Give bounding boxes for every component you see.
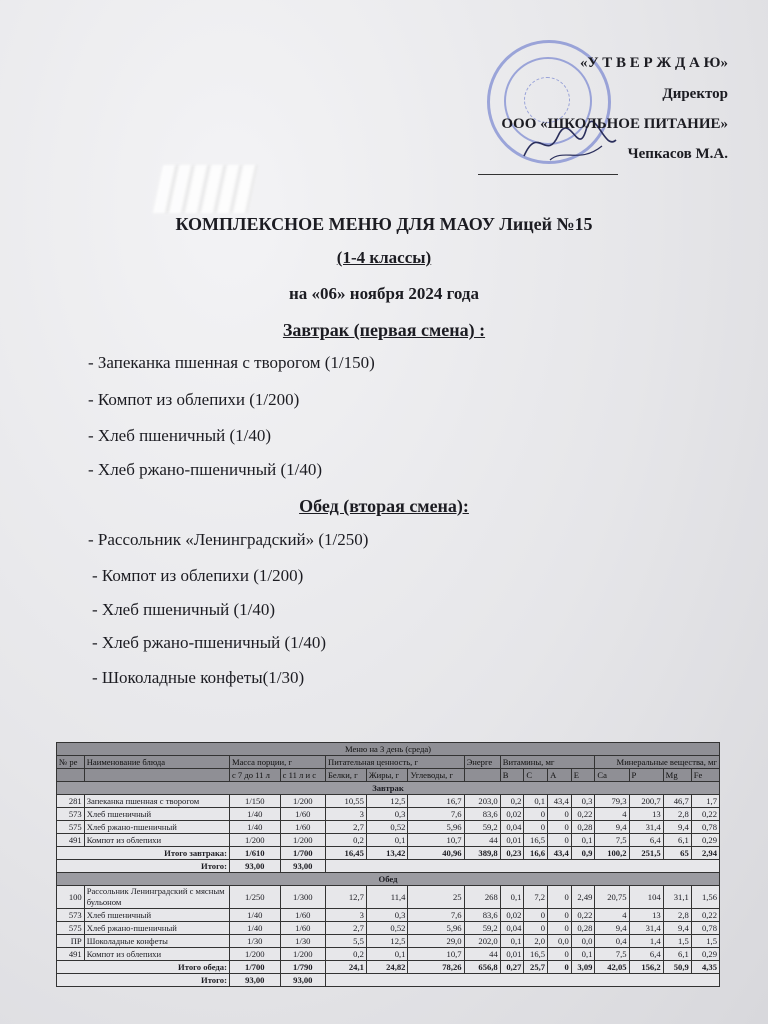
- table-row: [57, 948, 720, 961]
- grades-subtitle: (1-4 классы): [336, 248, 432, 267]
- value-cell: 1/30: [280, 935, 325, 948]
- lunch-item: - Компот из облепихи (1/200): [92, 566, 304, 585]
- ceiling-light-reflection: [153, 165, 258, 213]
- value-cell: 1/300: [280, 886, 325, 909]
- value-cell: 59,2: [464, 821, 500, 834]
- value-cell: 0,28: [571, 922, 595, 935]
- value-cell: 10,55: [325, 795, 366, 808]
- value-cell: 83,6: [464, 808, 500, 821]
- value-cell: 0: [548, 886, 572, 909]
- value-cell: 7,6: [408, 808, 464, 821]
- value-cell: 575: [57, 821, 85, 834]
- value-cell: 13: [629, 808, 663, 821]
- value-cell: 9,4: [663, 922, 691, 935]
- value-cell: 11,4: [366, 886, 408, 909]
- value-cell: 0,29: [691, 948, 719, 961]
- value-cell: 12,5: [366, 935, 408, 948]
- value-cell: 0: [548, 922, 572, 935]
- value-cell: 0,4: [595, 935, 629, 948]
- value-cell: 0,1: [500, 935, 524, 948]
- col-minerals: Минеральные вещества, мг: [595, 756, 720, 769]
- value-cell: 0,29: [691, 834, 719, 847]
- nutrition-table: [56, 742, 720, 987]
- value-cell: 2,7: [325, 821, 366, 834]
- value-cell: 1/200: [280, 948, 325, 961]
- value-cell: 31,1: [663, 886, 691, 909]
- value-cell: 3: [325, 909, 366, 922]
- value-cell: 10,7: [408, 834, 464, 847]
- col-carbs: Углеводы, г: [408, 769, 464, 782]
- value-cell: 0,01: [500, 948, 524, 961]
- value-cell: 100: [57, 886, 85, 909]
- lunch-sum-row: Итого: 93,00 93,00: [57, 974, 720, 987]
- value-cell: 44: [464, 948, 500, 961]
- table-row: [57, 795, 720, 808]
- approval-title: «У Т В Е Р Ж Д А Ю»: [579, 55, 728, 71]
- value-cell: 203,0: [464, 795, 500, 808]
- lunch-item: - Шоколадные конфеты(1/30): [92, 668, 305, 687]
- value-cell: 0: [524, 909, 548, 922]
- approval-organization: ООО «ШКОЛЬНОЕ ПИТАНИЕ»: [501, 116, 728, 132]
- value-cell: 6,4: [629, 834, 663, 847]
- value-cell: 5,96: [408, 922, 464, 935]
- value-cell: 0,2: [500, 795, 524, 808]
- lunch-heading: Обед (вторая смена):: [299, 496, 469, 516]
- value-cell: 573: [57, 808, 85, 821]
- value-cell: 1/60: [280, 808, 325, 821]
- value-cell: 1/200: [280, 795, 325, 808]
- col-age-11-plus: с 11 л и с: [280, 769, 325, 782]
- value-cell: 2,8: [663, 909, 691, 922]
- breakfast-item: - Компот из облепихи (1/200): [88, 390, 300, 409]
- value-cell: 0,22: [691, 808, 719, 821]
- value-cell: 10,7: [408, 948, 464, 961]
- value-cell: 0: [548, 909, 572, 922]
- table-caption: Меню на 3 день (среда): [57, 743, 720, 756]
- value-cell: 29,0: [408, 935, 464, 948]
- value-cell: 83,6: [464, 909, 500, 922]
- value-cell: ПР: [57, 935, 85, 948]
- value-cell: 9,4: [595, 821, 629, 834]
- col-number: № ре: [57, 756, 85, 769]
- value-cell: 31,4: [629, 922, 663, 935]
- value-cell: 0,04: [500, 821, 524, 834]
- value-cell: 25: [408, 886, 464, 909]
- value-cell: 7,2: [524, 886, 548, 909]
- value-cell: 575: [57, 922, 85, 935]
- value-cell: 0,1: [366, 948, 408, 961]
- value-cell: 1,4: [629, 935, 663, 948]
- value-cell: 0,02: [500, 808, 524, 821]
- value-cell: 0,1: [500, 886, 524, 909]
- value-cell: 44: [464, 834, 500, 847]
- value-cell: 16,5: [524, 948, 548, 961]
- value-cell: 1/30: [229, 935, 280, 948]
- value-cell: 0,22: [571, 909, 595, 922]
- value-cell: 1/150: [229, 795, 280, 808]
- value-cell: 6,1: [663, 948, 691, 961]
- value-cell: 12,5: [366, 795, 408, 808]
- value-cell: 0,78: [691, 922, 719, 935]
- value-cell: 2,8: [663, 808, 691, 821]
- value-cell: 16,7: [408, 795, 464, 808]
- value-cell: 1,7: [691, 795, 719, 808]
- value-cell: 0,04: [500, 922, 524, 935]
- value-cell: 0: [524, 808, 548, 821]
- col-fat: Жиры, г: [366, 769, 408, 782]
- dish-name-cell: Хлеб ржано-пшеничный: [84, 922, 229, 935]
- table-row: [57, 886, 720, 909]
- value-cell: 0,1: [571, 834, 595, 847]
- section-lunch: Обед: [57, 873, 720, 886]
- value-cell: 9,4: [663, 821, 691, 834]
- value-cell: 9,4: [595, 922, 629, 935]
- value-cell: 0: [524, 922, 548, 935]
- value-cell: 12,7: [325, 886, 366, 909]
- dish-name-cell: Запеканка пшенная с творогом: [84, 795, 229, 808]
- value-cell: 1,56: [691, 886, 719, 909]
- value-cell: 1/40: [229, 808, 280, 821]
- value-cell: 1/200: [229, 834, 280, 847]
- value-cell: 1,5: [691, 935, 719, 948]
- value-cell: 0,01: [500, 834, 524, 847]
- section-breakfast: Завтрак: [57, 782, 720, 795]
- value-cell: 2,49: [571, 886, 595, 909]
- dish-name-cell: Компот из облепихи: [84, 948, 229, 961]
- approval-position: Директор: [662, 86, 728, 102]
- value-cell: 0,1: [571, 948, 595, 961]
- value-cell: 20,75: [595, 886, 629, 909]
- signature-line: [478, 174, 618, 175]
- value-cell: 0,3: [366, 909, 408, 922]
- col-energy: Энерге: [464, 756, 500, 769]
- breakfast-heading: Завтрак (первая смена) :: [282, 320, 486, 340]
- value-cell: 268: [464, 886, 500, 909]
- value-cell: 59,2: [464, 922, 500, 935]
- table-row: [57, 935, 720, 948]
- col-mg: Mg: [663, 769, 691, 782]
- value-cell: 104: [629, 886, 663, 909]
- dish-name-cell: Хлеб пшеничный: [84, 808, 229, 821]
- value-cell: 0,0: [548, 935, 572, 948]
- dish-name-cell: Хлеб ржано-пшеничный: [84, 821, 229, 834]
- lunch-item: - Рассольник «Ленинградский» (1/250): [88, 530, 369, 549]
- col-age-7-11: с 7 до 11 л: [229, 769, 280, 782]
- table-row: [57, 834, 720, 847]
- value-cell: 1/60: [280, 909, 325, 922]
- value-cell: 4: [595, 909, 629, 922]
- menu-title: КОМПЛЕКСНОЕ МЕНЮ ДЛЯ МАОУ Лицей №15: [175, 214, 593, 234]
- value-cell: 46,7: [663, 795, 691, 808]
- value-cell: 281: [57, 795, 85, 808]
- value-cell: 43,4: [548, 795, 572, 808]
- value-cell: 0,78: [691, 821, 719, 834]
- lunch-rows: [57, 886, 720, 961]
- col-vit-c: C: [524, 769, 548, 782]
- table-row: [57, 821, 720, 834]
- value-cell: 1,5: [663, 935, 691, 948]
- dish-name-cell: Хлеб пшеничный: [84, 909, 229, 922]
- value-cell: 0,0: [571, 935, 595, 948]
- value-cell: 0,28: [571, 821, 595, 834]
- value-cell: 4: [595, 808, 629, 821]
- value-cell: 6,4: [629, 948, 663, 961]
- value-cell: 7,6: [408, 909, 464, 922]
- menu-date: на «06» ноября 2024 года: [288, 284, 480, 303]
- breakfast-total-row: Итого завтрака: 1/610 1/700 16,45 13,42 40,96 389,8 0,23 16,6 43,4 0,9 100,2 251,5 65 2,94: [57, 847, 720, 860]
- dish-name-cell: Рассольник Ленинградский с мясным бульоном: [84, 886, 229, 909]
- lunch-item: - Хлеб ржано-пшеничный (1/40): [92, 633, 327, 652]
- breakfast-sum-row: Итого: 93,00 93,00: [57, 860, 720, 873]
- col-dish-name: Наименование блюда: [84, 756, 229, 769]
- value-cell: 0: [548, 821, 572, 834]
- col-nutrition: Питательная ценность, г: [325, 756, 464, 769]
- value-cell: 5,5: [325, 935, 366, 948]
- value-cell: 1/250: [229, 886, 280, 909]
- value-cell: 0,52: [366, 821, 408, 834]
- value-cell: 0,1: [366, 834, 408, 847]
- value-cell: 3: [325, 808, 366, 821]
- value-cell: 5,96: [408, 821, 464, 834]
- value-cell: 13: [629, 909, 663, 922]
- col-vit-a: A: [548, 769, 572, 782]
- value-cell: 0,1: [524, 795, 548, 808]
- breakfast-item: - Хлеб пшеничный (1/40): [88, 426, 272, 445]
- col-mass: Масса порции, г: [229, 756, 325, 769]
- value-cell: 16,5: [524, 834, 548, 847]
- value-cell: 1/40: [229, 821, 280, 834]
- value-cell: 0,3: [571, 795, 595, 808]
- col-p: P: [629, 769, 663, 782]
- value-cell: 6,1: [663, 834, 691, 847]
- value-cell: 573: [57, 909, 85, 922]
- col-ca: Ca: [595, 769, 629, 782]
- breakfast-item: - Запеканка пшенная с творогом (1/150): [88, 353, 375, 372]
- table-row: [57, 922, 720, 935]
- value-cell: 0,22: [691, 909, 719, 922]
- value-cell: 0,3: [366, 808, 408, 821]
- lunch-total-row: Итого обеда: 1/700 1/790 24,1 24,82 78,26 656,8 0,27 25,7 0 3,09 42,05 156,2 50,9 4,35: [57, 961, 720, 974]
- value-cell: 0,52: [366, 922, 408, 935]
- value-cell: 1/200: [229, 948, 280, 961]
- col-vit-b: B: [500, 769, 524, 782]
- value-cell: 2,7: [325, 922, 366, 935]
- col-vitamins: Витамины, мг: [500, 756, 595, 769]
- dish-name-cell: Компот из облепихи: [84, 834, 229, 847]
- value-cell: 2,0: [524, 935, 548, 948]
- value-cell: 1/40: [229, 909, 280, 922]
- table-row: [57, 909, 720, 922]
- value-cell: 1/200: [280, 834, 325, 847]
- value-cell: 200,7: [629, 795, 663, 808]
- value-cell: 0: [548, 834, 572, 847]
- value-cell: 0: [524, 821, 548, 834]
- col-protein: Белки, г: [325, 769, 366, 782]
- value-cell: 7,5: [595, 948, 629, 961]
- value-cell: 491: [57, 834, 85, 847]
- breakfast-rows: [57, 795, 720, 847]
- value-cell: 0,22: [571, 808, 595, 821]
- value-cell: 1/60: [280, 821, 325, 834]
- value-cell: 202,0: [464, 935, 500, 948]
- lunch-item: - Хлеб пшеничный (1/40): [92, 600, 276, 619]
- value-cell: 0: [548, 808, 572, 821]
- value-cell: 1/40: [229, 922, 280, 935]
- col-vit-e: E: [571, 769, 595, 782]
- value-cell: 0,02: [500, 909, 524, 922]
- approval-director-name: Чепкасов М.А.: [627, 146, 728, 162]
- dish-name-cell: Шоколадные конфеты: [84, 935, 229, 948]
- breakfast-item: - Хлеб ржано-пшеничный (1/40): [88, 460, 323, 479]
- value-cell: 7,5: [595, 834, 629, 847]
- value-cell: 0: [548, 948, 572, 961]
- value-cell: 0,2: [325, 834, 366, 847]
- value-cell: 491: [57, 948, 85, 961]
- value-cell: 1/60: [280, 922, 325, 935]
- value-cell: 31,4: [629, 821, 663, 834]
- value-cell: 79,3: [595, 795, 629, 808]
- table-row: [57, 808, 720, 821]
- col-fe: Fe: [691, 769, 719, 782]
- value-cell: 0,2: [325, 948, 366, 961]
